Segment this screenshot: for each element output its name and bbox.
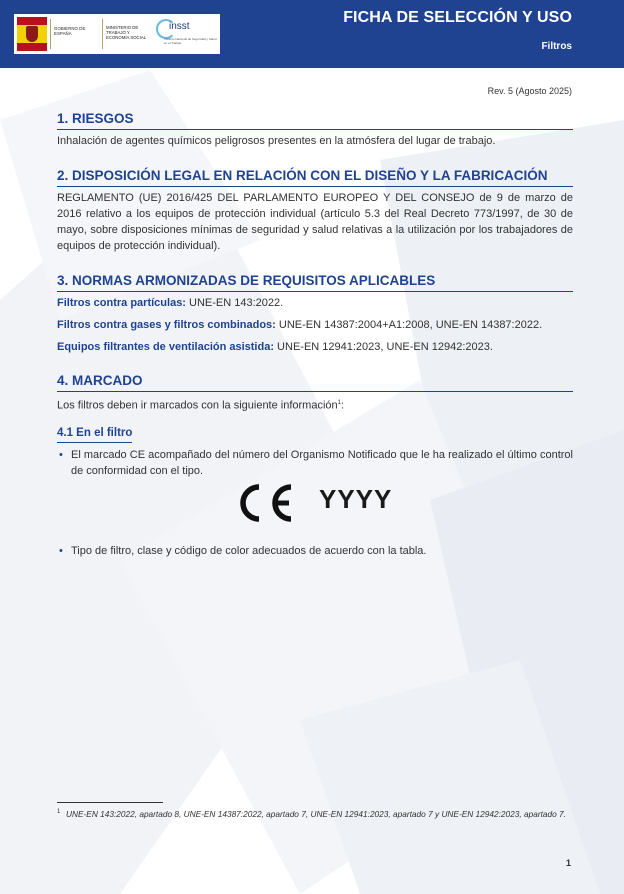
insst-name: insst (169, 21, 190, 32)
footnote-number: 1 (57, 809, 61, 815)
section-3-heading: 3. NORMAS ARMONIZADAS DE REQUISITOS APLICABLES (57, 271, 573, 292)
section-2-heading: 2. DISPOSICIÓN LEGAL EN RELACIÓN CON EL DISEÑO Y LA FABRICACIÓN (57, 166, 573, 187)
footnote-ref: 1 (337, 400, 341, 406)
section-1-text: Inhalación de agentes químicos peligrosos presentes en la atmósfera del lugar de trabajo. (57, 135, 496, 147)
standard-value: UNE-EN 14387:2004+A1:2008, UNE-EN 14387:2022. (275, 319, 543, 331)
intro-end: : (341, 399, 345, 412)
list-item: • Tipo de filtro, clase y código de color adecuados de acuerdo con la tabla. (57, 543, 573, 559)
section-1-heading: 1. RIESGOS (57, 109, 573, 130)
document-subtitle: Filtros (541, 41, 572, 52)
standard-label: Equipos filtrantes de ventilación asistida: (57, 341, 274, 353)
revision-label: Rev. 5 (Agosto 2025) (487, 86, 572, 96)
page-number: 1 (566, 858, 572, 868)
standard-value: UNE-EN 12941:2023, UNE-EN 12942:2023. (274, 341, 493, 353)
standard-label: Filtros contra gases y filtros combinados: (57, 319, 276, 331)
main-content (57, 109, 573, 559)
government-logo (14, 14, 154, 54)
notified-body-code: YYYY (319, 483, 393, 514)
section-2-text: REGLAMENTO (UE) 2016/425 DEL PARLAMENTO EUROPEO Y DEL CONSEJO de 9 de marzo de 2016 relativo a los equipos de protección individual (artículo 5.3 del Real Decreto 773/1997, de 30 de mayo, sobre disposiciones mínimas de seguridad y salud relativas a la utilización por los trabajadores de equipos de protección individual). (57, 192, 573, 252)
section-4-intro (57, 395, 573, 414)
page-header (0, 0, 624, 68)
standard-value: UNE-EN 143:2022. (185, 297, 284, 309)
footnote-text: UNE-EN 143:2022, apartado 8, UNE-EN 14387:2022, apartado 7, UNE-EN 12941:2023, apartado 7 y UNE-EN 12942:2023, apartado 7. (66, 809, 566, 819)
ministry-text: MINISTERIO DE TRABAJO Y ECONOMÍA SOCIAL (106, 25, 147, 40)
insst-logo (154, 16, 218, 52)
ce-mark-icon (233, 483, 295, 523)
standard-powered (57, 339, 573, 355)
insst-subtext: Instituto Nacional de Seguridad y Salud en el Trabajo (164, 37, 217, 45)
document-title: FICHA DE SELECCIÓN Y USO (343, 9, 572, 26)
ce-marking (57, 479, 573, 529)
standard-particles (57, 295, 573, 311)
footnote (57, 809, 573, 821)
section-4-heading: 4. MARCADO (57, 371, 573, 392)
gov-text: GOBIERNO DE ESPAÑA (54, 26, 86, 36)
subsection-4-1-heading: 4.1 En el filtro (57, 426, 132, 443)
coat-of-arms-icon (17, 17, 47, 51)
intro-text: Los filtros deben ir marcados con la siguiente información (57, 399, 338, 412)
logos (14, 14, 220, 54)
standard-label: Filtros contra partículas: (57, 297, 186, 309)
list-item: • El marcado CE acompañado del número del Organismo Notificado que le ha realizado el último control de conformidad con el tipo. (57, 447, 573, 479)
footnote-divider (57, 802, 163, 803)
standard-gases (57, 317, 573, 333)
